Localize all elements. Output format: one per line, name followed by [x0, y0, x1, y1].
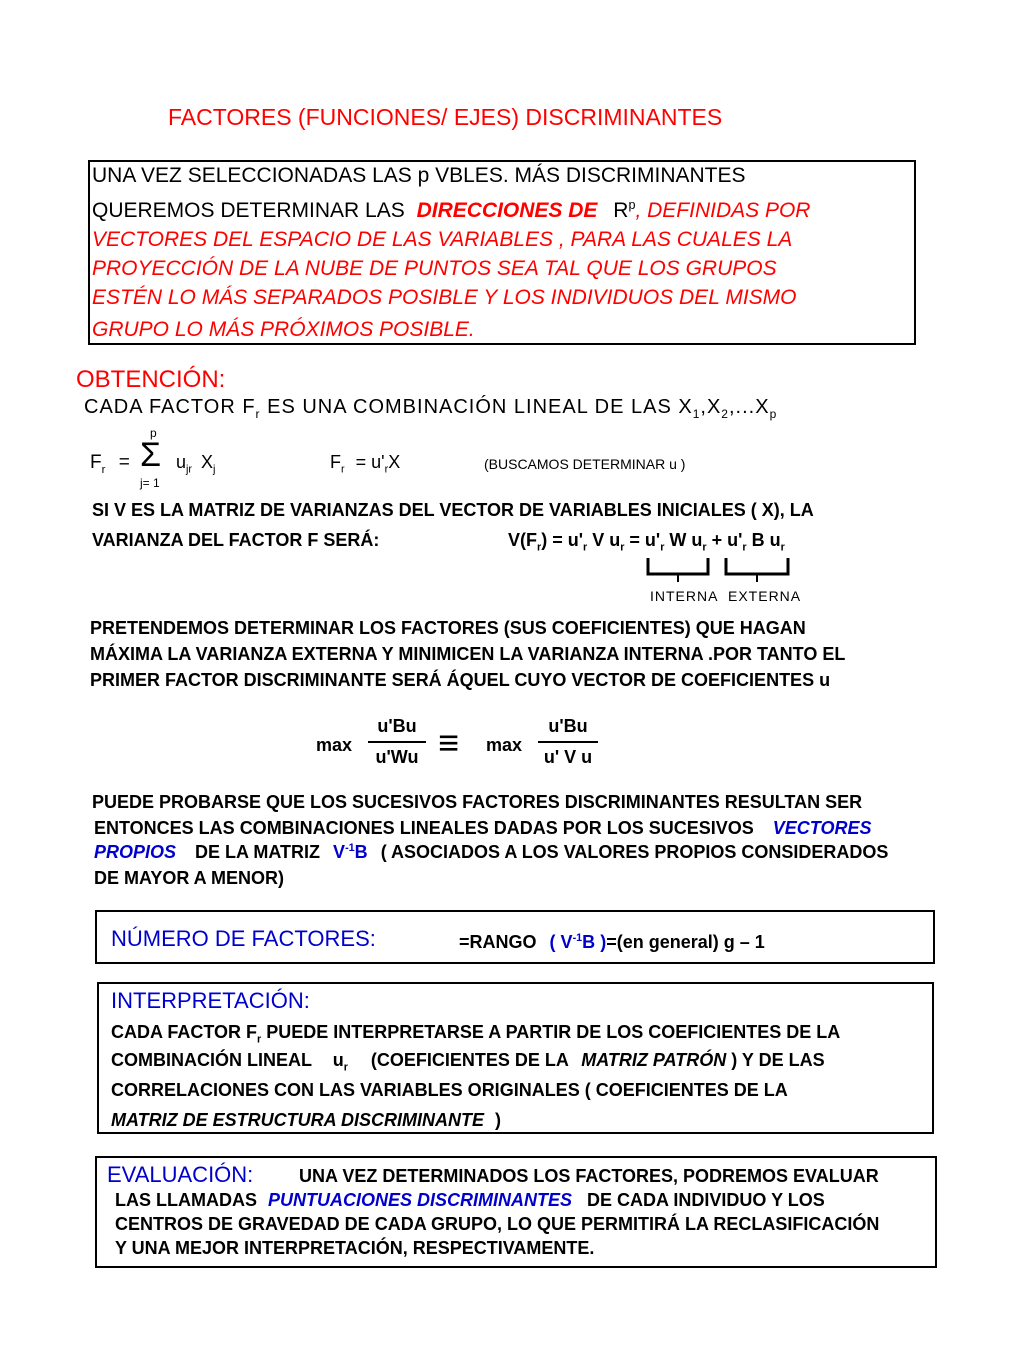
- eval-puntuaciones: PUNTUACIONES DISCRIMINANTES: [268, 1190, 573, 1210]
- interp-u-sub: r: [343, 1061, 348, 1074]
- eval-line-4: Y UNA MEJOR INTERPRETACIÓN, RESPECTIVAMENTE.: [115, 1238, 595, 1258]
- numero-heading: NÚMERO DE FACTORES:: [111, 926, 376, 951]
- rango-v-sup: -1: [572, 932, 583, 944]
- variance-formula: [508, 530, 785, 554]
- x2-text: X: [706, 396, 722, 418]
- intro-line-2: [92, 198, 810, 223]
- interp-line-3: CORRELACIONES CON LAS VARIABLES ORIGINALES ( COEFICIENTES DE LA: [111, 1080, 788, 1100]
- interna-externa-brackets: [640, 556, 800, 582]
- eval-las-llamadas: LAS LLAMADAS: [115, 1190, 257, 1210]
- puede-line-2-a: ENTONCES LAS COMBINACIONES LINEALES DADAS POR LOS SUCESIVOS: [94, 818, 754, 838]
- formula-f: [90, 452, 130, 476]
- fraction-2-num: u'Bu: [548, 716, 588, 736]
- puede-de-la-matriz: DE LA MATRIZ: [195, 842, 321, 862]
- puede-v-sup: -1: [345, 842, 355, 854]
- interp-line-1-rest: PUEDE INTERPRETARSE A PARTIR DE LOS COEFICIENTES DE LA: [261, 1022, 841, 1042]
- intro-line-5: ESTÉN LO MÁS SEPARADOS POSIBLE Y LOS INDIVIDUOS DEL MISMO: [92, 286, 797, 309]
- formula-f2: [330, 452, 400, 476]
- intro-box: [88, 160, 916, 345]
- pretendemos-line-1: PRETENDEMOS DETERMINAR LOS FACTORES (SUS COEFICIENTES) QUE HAGAN: [90, 618, 806, 638]
- eval-line-2: [115, 1190, 825, 1211]
- puede-line-4: DE MAYOR A MENOR): [94, 868, 285, 888]
- fraction-2-den: u' V u: [543, 747, 593, 767]
- intro-line-2-d: , DEFINIDAS POR: [635, 199, 811, 222]
- si-v-line: SI V ES LA MATRIZ DE VARIANZAS DEL VECTOR DE VARIABLES INICIALES ( X), LA: [92, 500, 814, 520]
- combinacion-text: ES UNA COMBINACIÓN LINEAL DE LAS X: [260, 396, 693, 418]
- paren-open: (: [549, 932, 556, 952]
- eval-line-3: CENTROS DE GRAVEDAD DE CADA GRUPO, LO QUE PERMITIRÁ LA RECLASIFICACIÓN: [115, 1214, 880, 1234]
- interp-line-4: [111, 1110, 501, 1131]
- interp-matriz-patron: MATRIZ PATRÓN: [581, 1050, 727, 1070]
- intro-line-2-a: QUEREMOS DETERMINAR LAS: [92, 199, 411, 222]
- vf-sub-3: r: [620, 541, 625, 554]
- interp-coeficientes: (COEFICIENTES DE LA: [370, 1050, 569, 1070]
- interp-close-paren: ): [495, 1110, 501, 1130]
- fraction-1-den: u'Wu: [375, 747, 419, 767]
- interp-f-sub: r: [257, 1033, 262, 1046]
- sum-terms: [176, 452, 215, 476]
- sum-symbol: Σ: [140, 436, 162, 474]
- pretendemos-line-2: MÁXIMA LA VARIANZA EXTERNA Y MINIMICEN LA VARIANZA INTERNA .POR TANTO EL: [90, 644, 846, 664]
- interna-label: INTERNA: [650, 588, 719, 604]
- obtencion-heading: OBTENCIÓN:: [76, 366, 226, 393]
- varianza-line: VARIANZA DEL FACTOR F SERÁ:: [92, 530, 380, 550]
- interp-combinacion: COMBINACIÓN LINEAL: [111, 1050, 312, 1070]
- eval-line-1: UNA VEZ DETERMINADOS LOS FACTORES, PODREMOS EVALUAR: [299, 1166, 879, 1186]
- f2-symbol: F: [330, 452, 341, 472]
- f-sub: r: [101, 463, 106, 476]
- max-1: max: [316, 735, 353, 755]
- fraction-1: [368, 716, 426, 768]
- interpretacion-box: [97, 982, 934, 1134]
- vf-5: W u: [664, 530, 703, 550]
- puede-vectores: VECTORES: [772, 818, 872, 838]
- rango-b: B: [582, 932, 596, 952]
- vf-6: + u': [706, 530, 743, 550]
- vf-sub-7: r: [780, 541, 785, 554]
- u-term: u: [176, 452, 187, 472]
- f2-eq: = u': [355, 452, 385, 472]
- vf-sub-4: r: [660, 541, 665, 554]
- page-title: FACTORES (FUNCIONES/ EJES) DISCRIMINANTES: [168, 104, 723, 130]
- intro-line-2-b: DIRECCIONES DE: [416, 199, 598, 222]
- puede-propios: PROPIOS: [94, 842, 177, 862]
- intro-line-3: VECTORES DEL ESPACIO DE LAS VARIABLES , PARA LAS CUALES LA: [92, 228, 793, 251]
- vf-3: V u: [587, 530, 621, 550]
- obtencion-line-1: CADA FACTOR $F_r$ ES UNA COMBINACIÓN LINEAL DE LAS $X_1,X_2,...X_p$: [84, 396, 778, 421]
- u-sub: jr: [186, 463, 193, 476]
- f2-sub: r: [341, 463, 345, 476]
- intro-line-6: GRUPO LO MÁS PRÓXIMOS POSIBLE.: [92, 318, 475, 341]
- vf-sub-2: r: [583, 541, 588, 554]
- interp-u: u: [332, 1050, 344, 1070]
- intro-line-2-c: R: [613, 199, 629, 222]
- equiv-symbol: ≡: [438, 722, 460, 763]
- fraction-1-num: u'Bu: [377, 716, 417, 736]
- cada-factor-sub: r: [255, 407, 261, 421]
- cada-factor-text: CADA FACTOR F: [84, 396, 256, 418]
- intro-line-2-sup: p: [628, 198, 636, 212]
- puede-asociados: ( ASOCIADOS A LOS VALORES PROPIOS CONSIDERADOS: [380, 842, 889, 862]
- f2-x: X: [388, 452, 401, 472]
- interp-cada-factor: CADA FACTOR F: [111, 1022, 257, 1042]
- puede-line-3: [94, 842, 888, 863]
- paren-close: ): [600, 932, 607, 952]
- vf-1: V(F: [508, 530, 537, 550]
- f2-usub: r: [384, 463, 389, 476]
- vf-sub-5: r: [702, 541, 707, 554]
- vf-sub-1: r: [537, 541, 542, 554]
- max-2: max: [486, 735, 523, 755]
- sum-top: p: [150, 426, 157, 440]
- x-sub: j: [213, 463, 216, 476]
- puede-v: V: [333, 842, 346, 862]
- f-symbol: F: [90, 452, 102, 473]
- interp-matriz-estructura: MATRIZ DE ESTRUCTURA DISCRIMINANTE: [111, 1110, 484, 1130]
- rango-v: V: [560, 932, 573, 952]
- interp-y-de-las: ) Y DE LAS: [731, 1050, 825, 1070]
- vf-7: B u: [746, 530, 781, 550]
- puede-line-2: [94, 818, 871, 839]
- x2-sub: 2: [721, 407, 729, 421]
- rango-text: =RANGO: [459, 932, 537, 952]
- numero-box: [95, 910, 935, 964]
- buscamos-note: (BUSCAMOS DETERMINAR u ): [484, 456, 686, 472]
- vf-2: ) = u': [541, 530, 583, 550]
- intro-line-4: PROYECCIÓN DE LA NUBE DE PUNTOS SEA TAL QUE LOS GRUPOS: [92, 257, 777, 280]
- vf-4: = u': [624, 530, 661, 550]
- xp-sub: p: [769, 407, 778, 421]
- interp-line-2: [111, 1050, 825, 1074]
- pretendemos-line-3: PRIMER FACTOR DISCRIMINANTE SERÁ ÁQUEL CUYO VECTOR DE COEFICIENTES u: [90, 670, 831, 690]
- puede-line-1: PUEDE PROBARSE QUE LOS SUCESIVOS FACTORES DISCRIMINANTES RESULTAN SER: [92, 792, 863, 812]
- externa-label: EXTERNA: [728, 588, 802, 604]
- rango-rest: =(en general) g – 1: [606, 932, 765, 952]
- puede-b: B: [354, 842, 368, 862]
- intro-line-1: UNA VEZ SELECCIONADAS LAS p VBLES. MÁS DISCRIMINANTES: [92, 164, 746, 187]
- x1-sub: 1: [692, 407, 701, 421]
- evaluacion-heading: EVALUACIÓN:: [107, 1162, 254, 1187]
- xp-text: ,...X: [728, 396, 770, 418]
- vf-sub-6: r: [742, 541, 747, 554]
- fraction-2: [538, 716, 598, 768]
- sum-bottom: j= 1: [140, 476, 160, 490]
- interp-line-1: [111, 1022, 840, 1046]
- evaluacion-box: [95, 1156, 937, 1268]
- x-term: X: [201, 452, 214, 472]
- equals-sign: =: [118, 452, 130, 473]
- interpretacion-heading: INTERPRETACIÓN:: [111, 988, 310, 1013]
- eval-de-cada: DE CADA INDIVIDUO Y LOS: [587, 1190, 825, 1210]
- numero-formula: [459, 932, 765, 953]
